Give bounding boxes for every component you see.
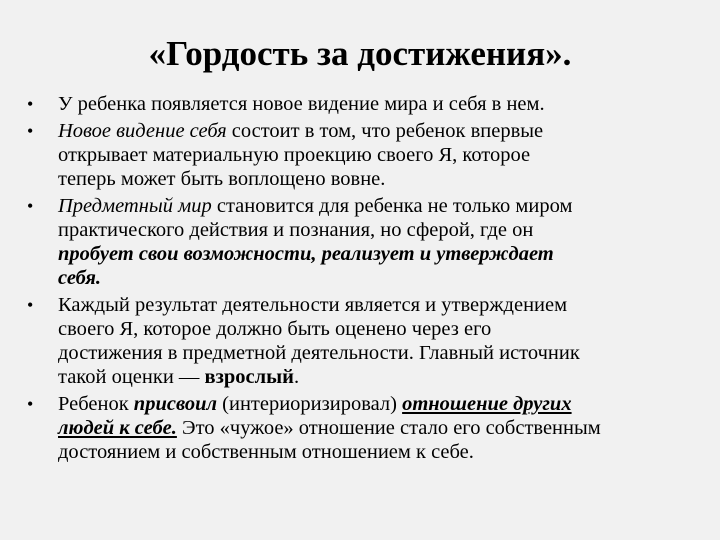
bullet-text: (интериоризировал) [217,393,403,415]
bullet-marker-icon: • [27,295,34,315]
bold-italic-phrase: присвоил [133,393,218,415]
bullet-line [58,194,707,218]
bullet-marker-icon: • [27,94,34,114]
bullet-item [27,119,707,191]
bullet-text: своего Я, которое должно быть оценено через его [58,318,492,340]
bullet-list [27,92,707,467]
bullet-item [27,392,707,464]
bullet-text: практического действия и познания, но сферой, где он [58,219,534,241]
bullet-line [58,218,707,242]
bullet-text: . [293,366,300,388]
bullet-line [58,167,707,191]
italic-phrase: Новое видение себя [58,120,227,142]
bullet-line [58,440,707,464]
bullet-text: достижения в предметной деятельности. Главный источник [58,342,580,364]
bullet-line [58,266,707,290]
bullet-line [58,293,707,317]
bullet-text: Ребенок [58,393,134,415]
bullet-text: становится для ребенка не только миром [211,195,573,217]
bullet-marker-icon: • [27,394,34,414]
underlined-bold-italic-phrase: отношение других [402,393,572,415]
bullet-marker-icon: • [27,121,34,141]
bullet-text: достоянием и собственным отношением к себе. [58,441,474,463]
bullet-text: состоит в том, что ребенок впервые [226,120,544,142]
bullet-text: Каждый результат деятельности является и утверждением [58,294,568,316]
italic-phrase: Предметный мир [58,195,212,217]
bullet-line [58,365,707,389]
bullet-line [58,416,707,440]
bullet-item [27,194,707,290]
bullet-line [58,143,707,167]
bullet-text: У ребенка появляется новое видение мира и себя в нем. [58,93,545,115]
bullet-text: теперь может быть воплощено вовне. [58,168,386,190]
bullet-line [58,242,707,266]
underlined-bold-italic-phrase: людей к себе. [58,417,177,439]
bullet-line [58,92,707,116]
bullet-marker-icon: • [27,196,34,216]
bullet-item [27,92,707,116]
bold-italic-phrase: пробует свои возможности, реализует и утверждает [58,243,554,265]
bold-italic-phrase: себя. [58,267,102,289]
bullet-line [58,317,707,341]
bullet-text: такой оценки — [58,366,205,388]
bullet-text: Это «чужое» отношение стало его собственным [176,417,601,439]
bullet-line [58,392,707,416]
bold-phrase: взрослый [204,366,294,388]
bullet-line [58,119,707,143]
slide-title: «Гордость за достижения». [148,34,572,73]
bullet-item [27,293,707,389]
bullet-text: открывает материальную проекцию своего Я, которое [58,144,531,166]
bullet-line [58,341,707,365]
